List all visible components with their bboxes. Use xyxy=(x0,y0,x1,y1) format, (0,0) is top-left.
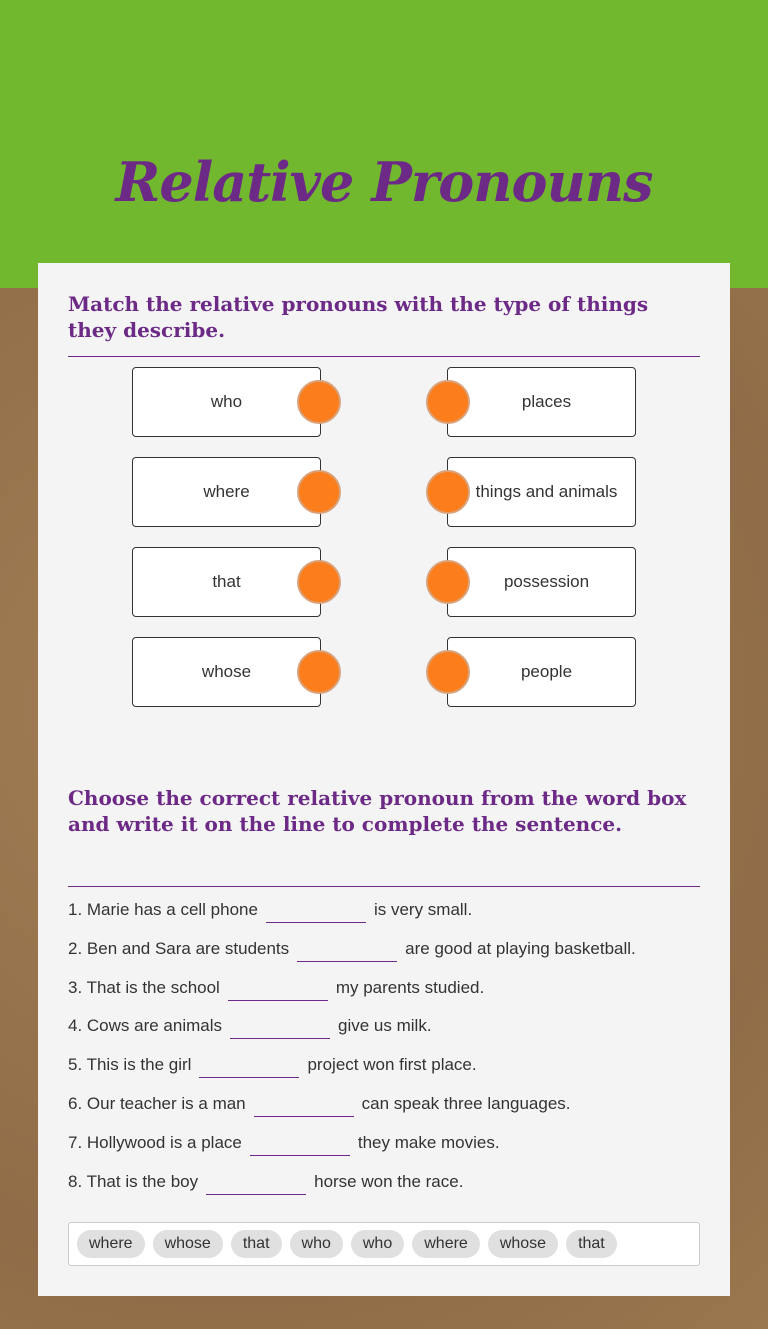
answer-blank[interactable] xyxy=(230,1017,330,1039)
match-label: people xyxy=(520,662,573,681)
match-item-left[interactable] xyxy=(132,457,321,527)
sentence-start: 2. Ben and Sara are students xyxy=(68,938,290,958)
match-connector-dot[interactable] xyxy=(426,470,470,514)
sentence xyxy=(68,900,472,923)
sentence-end: project won first place. xyxy=(307,1055,477,1075)
match-label: where xyxy=(203,482,250,501)
section2-heading: Choose the correct relative pronoun from the word box and write it on the line to complete the sentence. xyxy=(68,786,687,836)
word-chip[interactable]: who xyxy=(290,1230,343,1258)
answer-blank[interactable] xyxy=(199,1056,299,1078)
match-item-right[interactable] xyxy=(447,547,636,617)
word-chip[interactable]: that xyxy=(231,1230,282,1258)
match-label: who xyxy=(210,392,243,411)
match-item-right[interactable] xyxy=(447,367,636,437)
match-item-left[interactable] xyxy=(132,637,321,707)
sentence-start: 8. That is the boy xyxy=(68,1171,199,1191)
match-label: things and animals xyxy=(475,482,618,501)
divider xyxy=(68,886,700,887)
sentence-end: they make movies. xyxy=(357,1132,500,1152)
answer-blank[interactable] xyxy=(297,940,397,962)
sentence-start: 3. That is the school xyxy=(68,977,220,997)
match-connector-dot[interactable] xyxy=(426,380,470,424)
sentence-end: horse won the race. xyxy=(314,1171,464,1191)
sentence-start: 7. Hollywood is a place xyxy=(68,1132,242,1152)
match-connector-dot[interactable] xyxy=(297,560,341,604)
match-connector-dot[interactable] xyxy=(297,470,341,514)
word-chip[interactable]: whose xyxy=(153,1230,223,1258)
match-item-right[interactable] xyxy=(447,457,636,527)
match-item-right[interactable] xyxy=(447,637,636,707)
sentence xyxy=(68,1016,432,1039)
sentence xyxy=(68,1055,477,1078)
sentence-end: my parents studied. xyxy=(335,977,485,997)
sentence-start: 1. Marie has a cell phone xyxy=(68,900,258,919)
sentence-end: is very small. xyxy=(373,900,473,919)
answer-blank[interactable] xyxy=(266,901,366,923)
word-box xyxy=(68,1222,700,1266)
section1-heading: Match the relative pronouns with the type of things they describe. xyxy=(68,292,649,342)
word-chip[interactable]: whose xyxy=(488,1230,558,1258)
sentence xyxy=(68,939,636,962)
divider xyxy=(68,356,700,357)
sentence xyxy=(68,1094,571,1117)
answer-blank[interactable] xyxy=(206,1173,306,1195)
sentence-start: 6. Our teacher is a man xyxy=(68,1094,246,1113)
match-item-left[interactable] xyxy=(132,367,321,437)
word-chip[interactable]: who xyxy=(351,1230,404,1258)
match-label: whose xyxy=(201,662,252,681)
answer-blank[interactable] xyxy=(250,1134,350,1156)
worksheet-card xyxy=(38,263,730,1296)
match-connector-dot[interactable] xyxy=(426,650,470,694)
sentence-end: can speak three languages. xyxy=(361,1094,571,1113)
sentence-start: 4. Cows are animals xyxy=(68,1016,223,1036)
answer-blank[interactable] xyxy=(228,979,328,1001)
sentence-end: give us milk. xyxy=(338,1016,432,1036)
sentence xyxy=(68,1172,463,1195)
sentence xyxy=(68,978,484,1001)
match-connector-dot[interactable] xyxy=(297,380,341,424)
word-chip[interactable]: where xyxy=(77,1230,145,1258)
word-chip[interactable]: where xyxy=(412,1230,480,1258)
word-chip[interactable]: that xyxy=(566,1230,617,1258)
match-label: that xyxy=(212,572,241,591)
sentence xyxy=(68,1133,500,1156)
match-connector-dot[interactable] xyxy=(426,560,470,604)
sentence-start: 5. This is the girl xyxy=(68,1055,192,1075)
match-label: possession xyxy=(503,572,590,591)
header-banner xyxy=(0,0,768,288)
match-item-left[interactable] xyxy=(132,547,321,617)
sentence-end: are good at playing basketball. xyxy=(405,938,636,958)
match-label: places xyxy=(521,392,572,411)
page-title: Relative Pronouns xyxy=(115,150,653,214)
answer-blank[interactable] xyxy=(254,1095,354,1117)
match-connector-dot[interactable] xyxy=(297,650,341,694)
